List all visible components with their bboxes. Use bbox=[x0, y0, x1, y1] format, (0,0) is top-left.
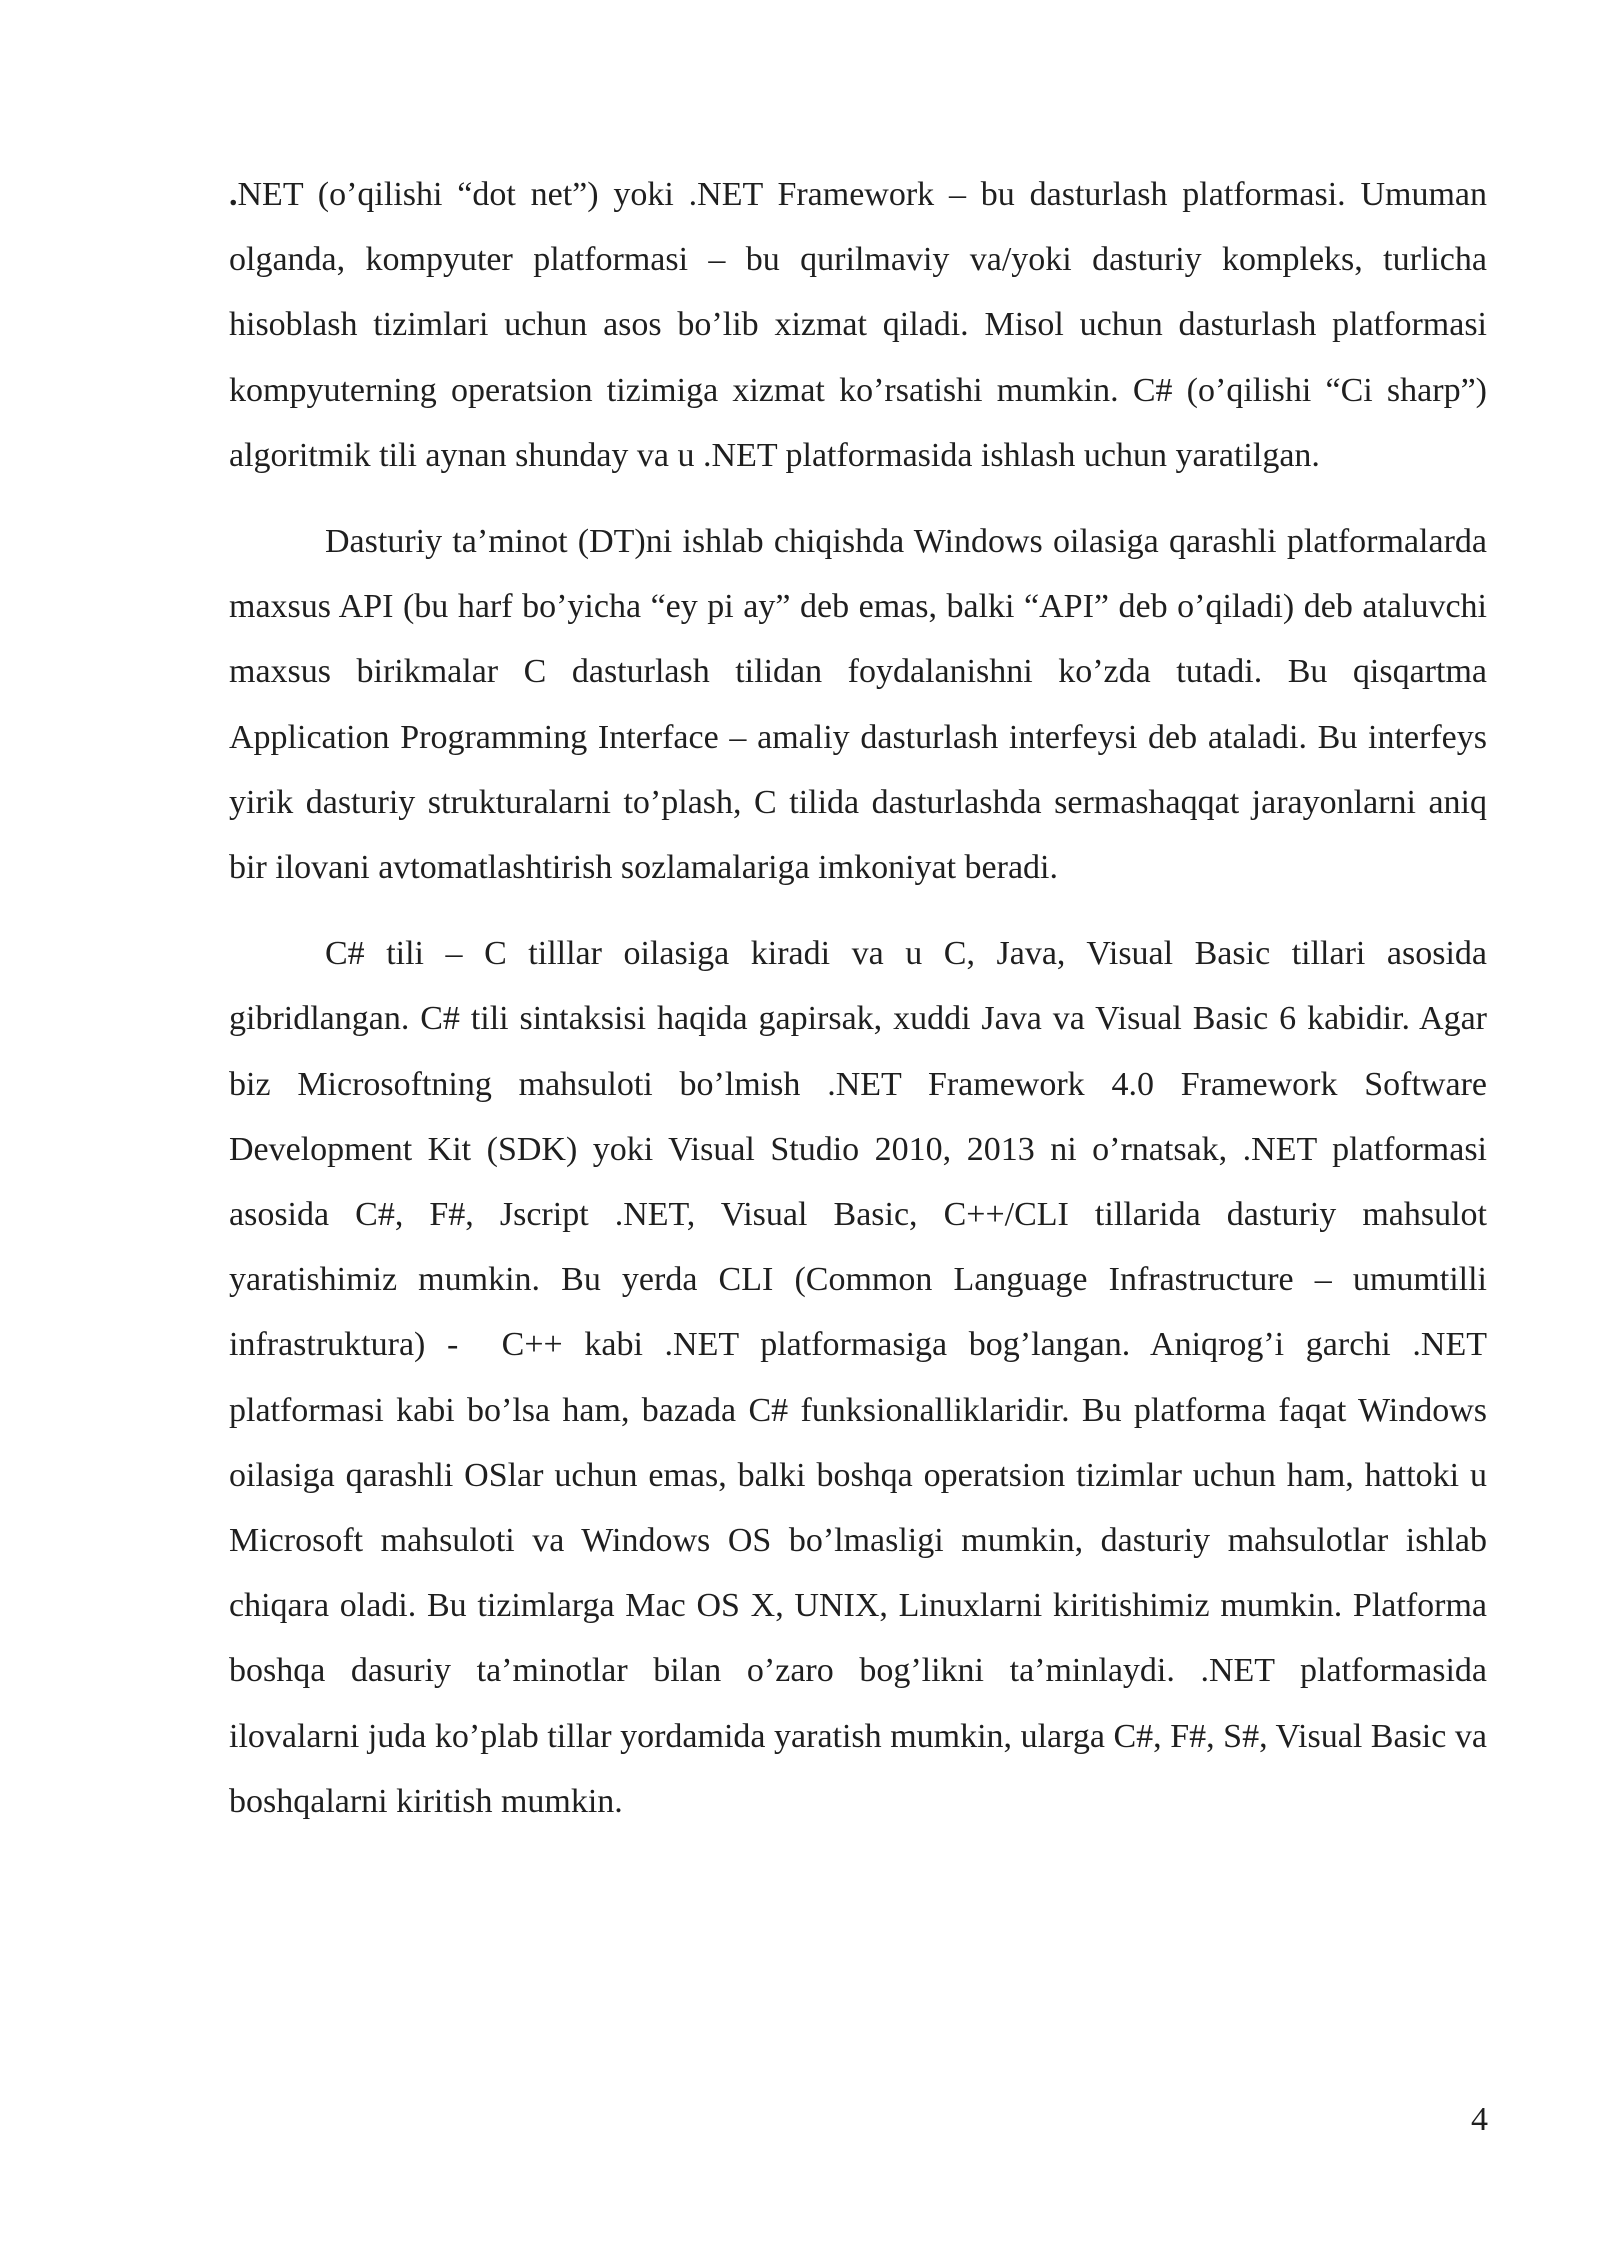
paragraph-1-text: NET (o’qilishi “dot net”) yoki .NET Framework – bu dasturlash platformasi. Umuman olganda, kompyuter platformasi – bu qurilmaviy va/yoki dasturiy kompleks, turlicha hisoblash tizimlari uchun asos bo’lib xizmat qiladi. Misol uchun dasturlash platformasi kompyuterning operatsion tizimiga xizmat ko’rsatishi mumkin. C# (o’qilishi “Ci sharp”) algoritmik tili aynan shunday va u .NET platformasida ishlash uchun yaratilgan. bbox=[229, 176, 1487, 474]
page-number: 4 bbox=[1471, 2101, 1488, 2138]
paragraph-3: C# tili – C tilllar oilasiga kiradi va u C, Java, Visual Basic tillari asosida gibridlangan. C# tili sintaksisi haqida gapirsak, xuddi Java va Visual Basic 6 kabidir. Agar biz Microsoftning mahsuloti bo’lmish .NET Framework 4.0 Framework Software Development Kit (SDK) yoki Visual Studio 2010, 2013 ni o’rnatsak, .NET platformasi asosida C#, F#, Jscript .NET, Visual Basic, C++/CLI tillarida dasturiy mahsulot yaratishimiz mumkin. Bu yerda CLI (Common Language Infrastructure – umumtilli infrastruktura) - C++ kabi .NET platformasiga bog’langan. Aniqrog’i garchi .NET platformasi kabi bo’lsa ham, bazada C# funksionalliklaridir. Bu platforma faqat Windows oilasiga qarashli OSlar uchun emas, balki boshqa operatsion tizimlar uchun ham, hattoki u Microsoft mahsuloti va Windows OS bo’lmasligi mumkin, dasturiy mahsulotlar ishlab chiqara oladi. Bu tizimlarga Mac OS X, UNIX, Linuxlarni kiritishimiz mumkin. Platforma boshqa dasuriy ta’minotlar bilan o’zaro bog’likni ta’minlaydi. .NET platformasida ilovalarni juda ko’plab tillar yordamida yaratish mumkin, ularga C#, F#, S#, Visual Basic va boshqalarni kiritish mumkin. bbox=[229, 935, 1487, 1820]
paragraph-1 bbox=[229, 162, 1487, 488]
paragraph-2: Dasturiy ta’minot (DT)ni ishlab chiqishda Windows oilasiga qarashli platformalarda maxsus API (bu harf bo’yicha “ey pi ay” deb emas, balki “API” deb o’qiladi) deb ataluvchi maxsus birikmalar C dasturlash tilidan foydalanishni ko’zda tutadi. Bu qisqartma Application Programming Interface – amaliy dasturlash interfeysi deb ataladi. Bu interfeys yirik dasturiy strukturalarni to’plash, C tilida dasturlashda sermashaqqat jarayonlarni aniq bir ilovani avtomatlashtirish sozlamalariga imkoniyat beradi. bbox=[229, 523, 1487, 887]
leading-dot: . bbox=[229, 176, 238, 213]
body-text bbox=[229, 162, 1487, 1834]
